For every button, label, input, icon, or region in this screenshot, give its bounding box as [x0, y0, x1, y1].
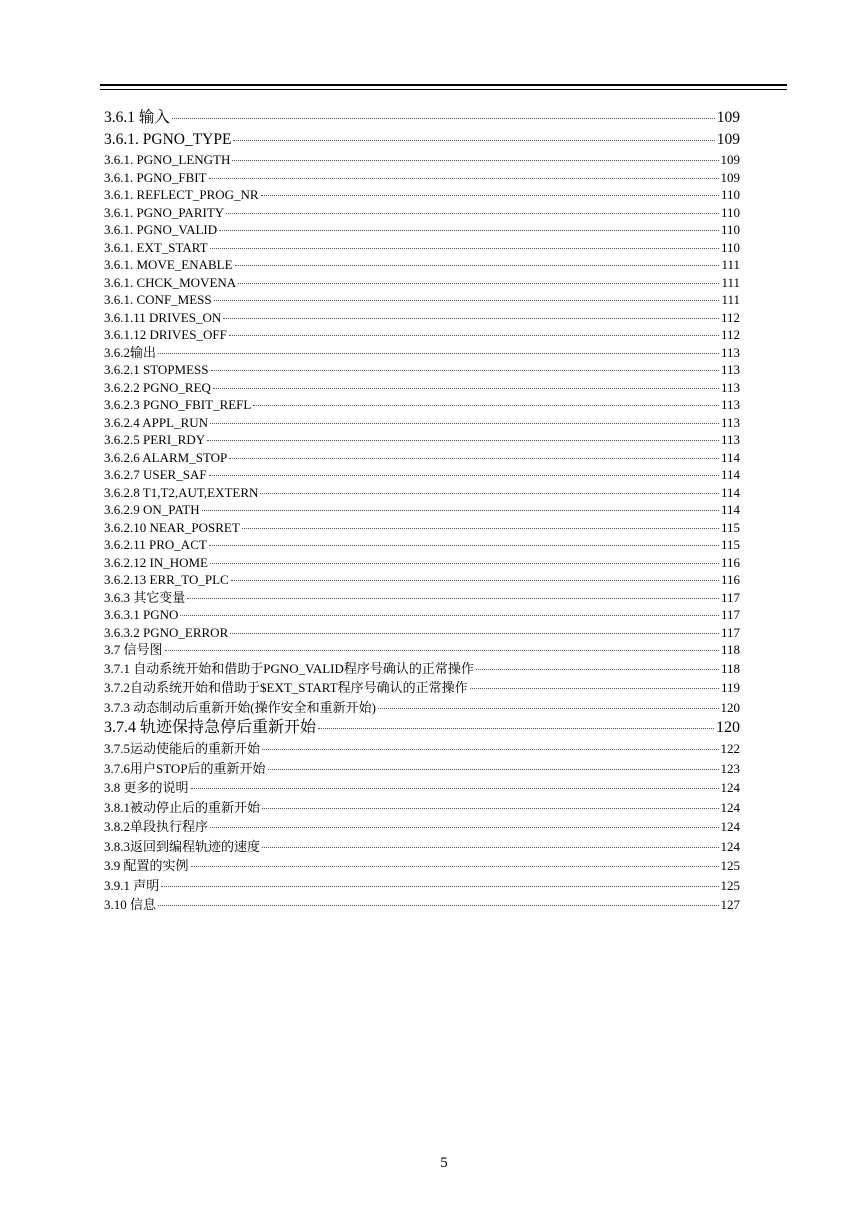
- toc-entry[interactable]: [104, 204, 740, 222]
- toc-entry-title: 3.6.1. PGNO_LENGTH: [104, 152, 231, 167]
- toc-dot-leader: [187, 598, 719, 599]
- toc-entry-title: 3.7.4 轨迹保持急停后重新开始: [104, 719, 317, 736]
- toc-entry-page: 111: [721, 292, 740, 307]
- toc-entry-title: 3.6.1. REFLECT_PROG_NR: [104, 187, 259, 202]
- toc-dot-leader: [378, 708, 719, 709]
- toc-entry[interactable]: [104, 856, 740, 876]
- toc-entry[interactable]: [104, 239, 740, 257]
- toc-entry[interactable]: [104, 554, 740, 572]
- toc-entry-page: 127: [720, 897, 740, 912]
- toc-entry-title: 3.9 配置的实例: [104, 858, 189, 873]
- toc-entry-page: 113: [720, 432, 740, 447]
- toc-dot-leader: [210, 423, 719, 424]
- toc-entry-title: 3.6.3.2 PGNO_ERROR: [104, 624, 229, 640]
- toc-entry-page: 113: [720, 414, 740, 430]
- toc-entry-page: 109: [716, 131, 740, 148]
- toc-entry-title: 3.7.2自动系统开始和借助于$EXT_START程序号确认的正常操作: [104, 680, 468, 695]
- toc-dot-leader: [229, 458, 719, 459]
- toc-entry[interactable]: [104, 309, 740, 327]
- toc-entry-title: 3.6.2.8 T1,T2,AUT,EXTERN: [104, 484, 259, 500]
- toc-dot-leader: [260, 493, 719, 494]
- toc-entry-title: 3.6.2.9 ON_PATH: [104, 502, 200, 517]
- toc-dot-leader: [233, 140, 714, 141]
- toc-dot-leader: [242, 528, 719, 529]
- toc-entry[interactable]: [104, 169, 740, 187]
- toc-dot-leader: [211, 370, 719, 371]
- toc-entry[interactable]: [104, 361, 740, 379]
- toc-entry-page: 113: [720, 397, 740, 412]
- toc-entry-title: 3.6.1. PGNO_FBIT: [104, 169, 207, 185]
- toc-entry-page: 112: [720, 327, 740, 342]
- toc-entry-page: 110: [720, 239, 740, 255]
- toc-entry-page: 117: [720, 607, 740, 622]
- table-of-contents: [104, 107, 740, 915]
- toc-entry-page: 120: [720, 699, 740, 715]
- toc-entry-title: 3.7 信号图: [104, 642, 163, 657]
- toc-dot-leader: [253, 405, 719, 406]
- toc-entry-title: 3.6.1. MOVE_ENABLE: [104, 257, 233, 272]
- toc-entry-title: 3.6.2.6 ALARM_STOP: [104, 449, 228, 465]
- toc-entry[interactable]: [104, 151, 740, 169]
- toc-entry[interactable]: [104, 589, 740, 607]
- toc-dot-leader: [223, 318, 719, 319]
- toc-entry[interactable]: [104, 256, 740, 274]
- toc-entry-page: 119: [720, 680, 740, 695]
- toc-entry[interactable]: [104, 698, 740, 718]
- toc-entry-page: 116: [720, 572, 740, 587]
- toc-dot-leader: [172, 118, 715, 119]
- header-rule-thin: [100, 89, 787, 90]
- toc-entry-title: 3.6.2输出: [104, 344, 157, 360]
- toc-entry[interactable]: [104, 186, 740, 204]
- toc-entry-page: 115: [720, 537, 740, 552]
- toc-entry-title: 3.6.1. PGNO_TYPE: [104, 131, 232, 148]
- toc-dot-leader: [230, 633, 719, 634]
- toc-entry-title: 3.6.2.5 PERI_RDY: [104, 432, 206, 447]
- toc-dot-leader: [209, 545, 719, 546]
- toc-entry-page: 113: [720, 344, 740, 360]
- toc-entry-title: 3.7.3 动态制动后重新开始(操作安全和重新开始): [104, 699, 376, 715]
- toc-dot-leader: [470, 688, 719, 689]
- toc-entry[interactable]: [104, 501, 740, 519]
- toc-dot-leader: [268, 769, 719, 770]
- toc-dot-leader: [210, 248, 719, 249]
- toc-entry-title: 3.6.2.10 NEAR_POSRET: [104, 519, 240, 535]
- toc-dot-leader: [158, 905, 718, 906]
- toc-entry-page: 115: [720, 519, 740, 535]
- toc-entry-title: 3.6.1. CONF_MESS: [104, 292, 212, 307]
- toc-entry[interactable]: [104, 414, 740, 432]
- toc-entry-title: 3.6.1.11 DRIVES_ON: [104, 309, 222, 325]
- toc-entry-page: 124: [720, 799, 740, 815]
- toc-entry-page: 110: [720, 187, 740, 202]
- toc-dot-leader: [229, 335, 719, 336]
- toc-dot-leader: [231, 580, 719, 581]
- toc-entry[interactable]: [104, 449, 740, 467]
- toc-entry-title: 3.6.3 其它变量: [104, 589, 186, 605]
- toc-entry[interactable]: [104, 519, 740, 537]
- toc-entry-title: 3.6.2.12 IN_HOME: [104, 554, 208, 570]
- toc-entry-title: 3.6.1. CHCK_MOVENA: [104, 274, 237, 290]
- toc-entry-title: 3.6.3.1 PGNO: [104, 607, 179, 622]
- toc-entry-title: 3.8.2单段执行程序: [104, 819, 209, 834]
- toc-entry-page: 124: [720, 780, 740, 795]
- toc-dot-leader: [238, 283, 719, 284]
- toc-entry[interactable]: [104, 798, 740, 818]
- toc-entry-title: 3.6.1 输入: [104, 109, 170, 126]
- toc-entry[interactable]: [104, 759, 740, 779]
- toc-entry-title: 3.6.2.11 PRO_ACT: [104, 537, 207, 552]
- toc-entry-title: 3.8.1被动停止后的重新开始: [104, 799, 261, 815]
- toc-dot-leader: [219, 230, 719, 231]
- toc-entry-page: 123: [720, 760, 740, 776]
- toc-entry-page: 110: [720, 204, 740, 220]
- toc-entry-page: 114: [720, 467, 740, 482]
- toc-entry[interactable]: [104, 895, 740, 915]
- toc-entry-page: 114: [720, 449, 740, 465]
- toc-entry[interactable]: [104, 107, 740, 129]
- toc-entry-page: 125: [720, 877, 740, 893]
- toc-entry-page: 110: [720, 222, 740, 237]
- toc-dot-leader: [261, 195, 719, 196]
- toc-entry-page: 112: [720, 309, 740, 325]
- toc-entry-title: 3.6.2.2 PGNO_REQ: [104, 379, 211, 395]
- toc-dot-leader: [214, 300, 720, 301]
- toc-entry[interactable]: [104, 817, 740, 837]
- toc-entry[interactable]: [104, 129, 740, 151]
- toc-entry-title: 3.6.1. PGNO_PARITY: [104, 204, 225, 220]
- toc-entry-page: 118: [720, 660, 740, 676]
- toc-dot-leader: [161, 886, 718, 887]
- toc-entry[interactable]: [104, 274, 740, 292]
- toc-entry[interactable]: [104, 778, 740, 798]
- toc-entry-title: 3.6.2.3 PGNO_FBIT_REFL: [104, 397, 252, 412]
- toc-entry[interactable]: [104, 739, 740, 759]
- toc-entry[interactable]: [104, 326, 740, 344]
- toc-entry-page: 111: [721, 274, 740, 290]
- toc-entry[interactable]: [104, 221, 740, 239]
- toc-entry-page: 109: [720, 169, 740, 185]
- toc-entry[interactable]: [104, 291, 740, 309]
- toc-entry[interactable]: [104, 624, 740, 642]
- toc-dot-leader: [262, 847, 718, 848]
- toc-entry-title: 3.6.1. EXT_START: [104, 239, 208, 255]
- toc-dot-leader: [191, 866, 719, 867]
- toc-entry[interactable]: [104, 837, 740, 857]
- toc-dot-leader: [213, 388, 719, 389]
- toc-entry-page: 114: [720, 484, 740, 500]
- toc-entry-title: 3.6.1.12 DRIVES_OFF: [104, 327, 227, 342]
- toc-entry-page: 116: [720, 554, 740, 570]
- toc-entry[interactable]: [104, 641, 740, 659]
- toc-entry-title: 3.6.1. PGNO_VALID: [104, 222, 218, 237]
- toc-dot-leader: [262, 808, 718, 809]
- toc-entry-page: 125: [720, 858, 740, 873]
- toc-entry-page: 113: [720, 379, 740, 395]
- toc-entry[interactable]: [104, 659, 740, 679]
- toc-dot-leader: [210, 827, 718, 828]
- toc-entry-page: 124: [720, 819, 740, 834]
- toc-entry[interactable]: [104, 379, 740, 397]
- toc-entry[interactable]: [104, 717, 740, 739]
- toc-entry-title: 3.8 更多的说明: [104, 780, 189, 795]
- toc-dot-leader: [235, 265, 720, 266]
- toc-entry-page: 109: [720, 152, 740, 167]
- toc-entry[interactable]: [104, 606, 740, 624]
- toc-dot-leader: [158, 353, 719, 354]
- toc-entry[interactable]: [104, 536, 740, 554]
- header-rule-thick: [100, 84, 787, 86]
- toc-entry-page: 111: [721, 257, 740, 272]
- toc-dot-leader: [262, 749, 718, 750]
- toc-dot-leader: [209, 178, 719, 179]
- toc-entry-title: 3.6.2.4 APPL_RUN: [104, 414, 209, 430]
- toc-dot-leader: [318, 728, 714, 729]
- toc-entry-page: 109: [716, 109, 740, 126]
- toc-dot-leader: [226, 213, 719, 214]
- toc-dot-leader: [209, 475, 719, 476]
- toc-entry-page: 113: [720, 362, 740, 377]
- toc-entry[interactable]: [104, 484, 740, 502]
- toc-entry-page: 117: [720, 589, 740, 605]
- toc-entry-title: 3.7.6用户STOP后的重新开始: [104, 760, 266, 776]
- toc-dot-leader: [202, 510, 719, 511]
- toc-entry-title: 3.6.2.1 STOPMESS: [104, 362, 209, 377]
- toc-entry-title: 3.9.1 声明: [104, 877, 160, 893]
- toc-dot-leader: [191, 788, 719, 789]
- toc-dot-leader: [476, 669, 719, 670]
- toc-entry-page: 117: [720, 624, 740, 640]
- toc-entry-title: 3.7.1 自动系统开始和借助于PGNO_VALID程序号确认的正常操作: [104, 660, 474, 676]
- toc-entry-title: 3.6.2.13 ERR_TO_PLC: [104, 572, 229, 587]
- toc-entry[interactable]: [104, 678, 740, 698]
- toc-entry-title: 3.8.3返回到编程轨迹的速度: [104, 838, 261, 854]
- toc-dot-leader: [165, 650, 719, 651]
- toc-dot-leader: [207, 440, 719, 441]
- toc-entry-title: 3.10 信息: [104, 897, 157, 912]
- toc-dot-leader: [180, 615, 719, 616]
- toc-entry[interactable]: [104, 466, 740, 484]
- toc-entry[interactable]: [104, 571, 740, 589]
- toc-entry-title: 3.6.2.7 USER_SAF: [104, 467, 207, 482]
- toc-entry-page: 114: [720, 502, 740, 517]
- page-number: 5: [440, 1155, 448, 1171]
- toc-entry-page: 118: [720, 642, 740, 657]
- toc-entry-page: 124: [720, 838, 740, 854]
- toc-dot-leader: [210, 563, 719, 564]
- toc-entry-title: 3.7.5运动使能后的重新开始: [104, 741, 261, 756]
- toc-entry[interactable]: [104, 344, 740, 362]
- toc-dot-leader: [232, 160, 718, 161]
- toc-entry[interactable]: [104, 396, 740, 414]
- toc-entry[interactable]: [104, 431, 740, 449]
- toc-entry-page: 122: [720, 741, 740, 756]
- toc-entry[interactable]: [104, 876, 740, 896]
- toc-entry-page: 120: [716, 719, 740, 736]
